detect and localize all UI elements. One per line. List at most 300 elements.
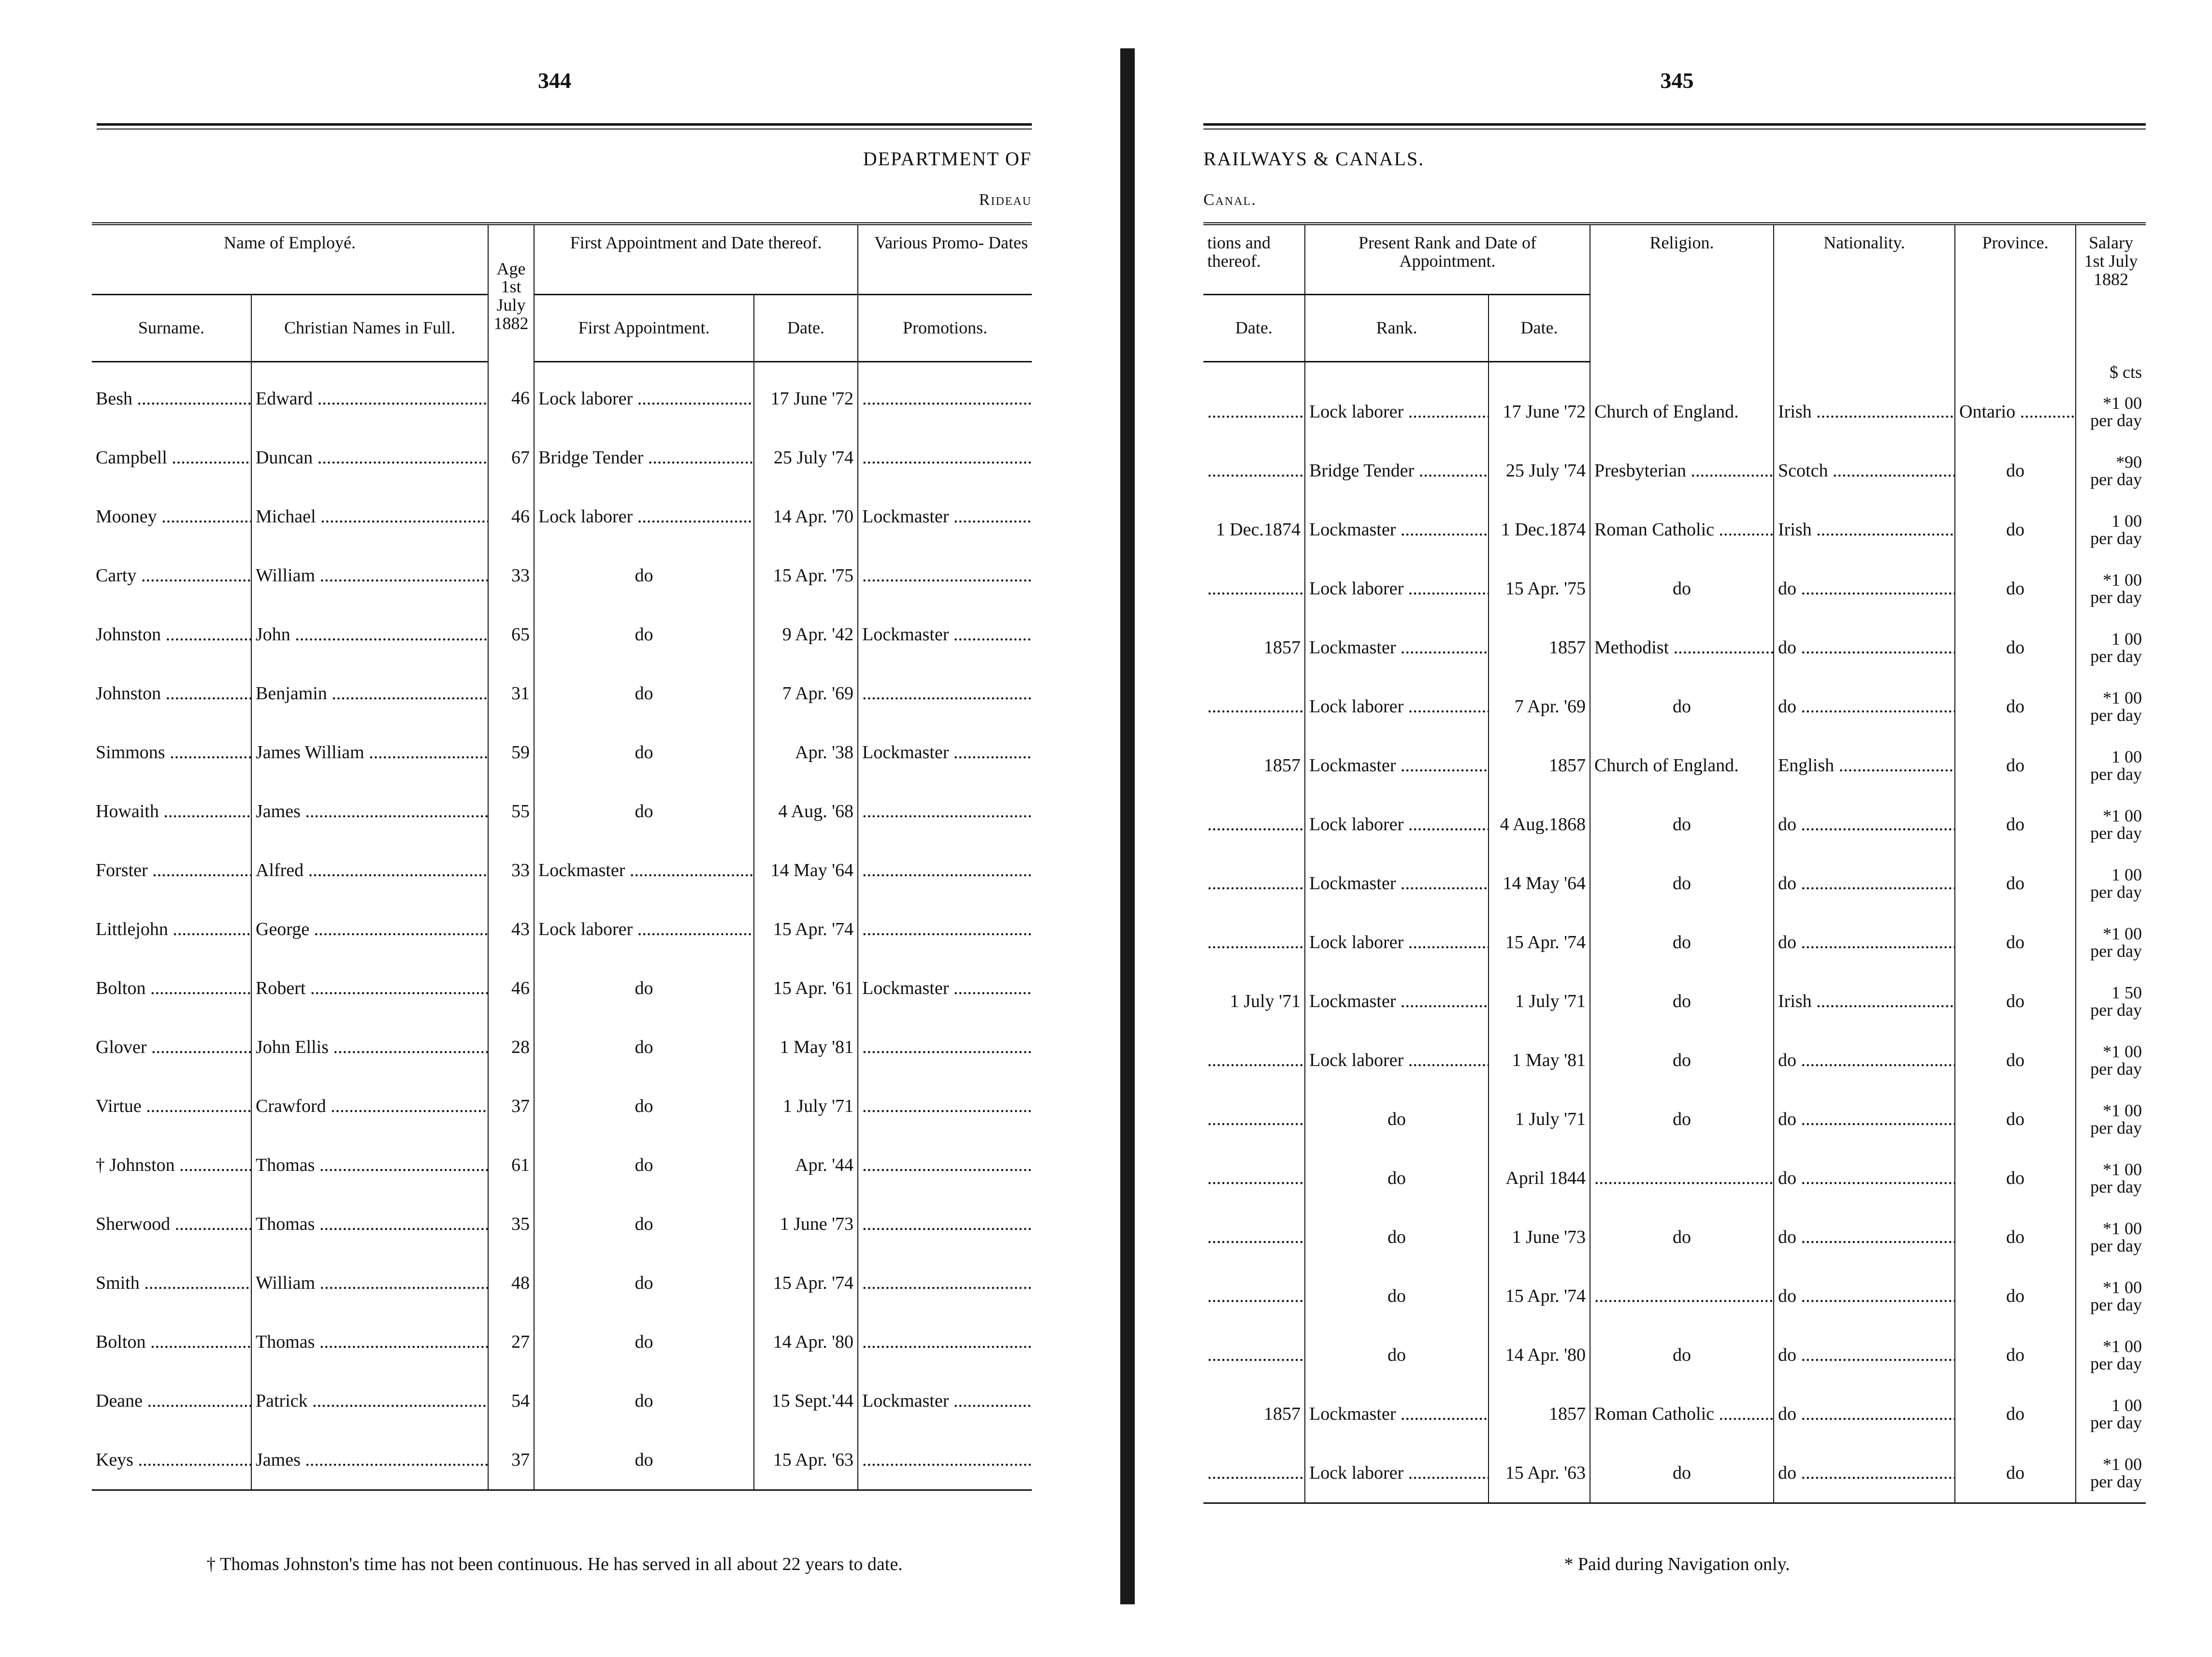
- christian-name-cell-text: Thomas .....: [256, 1214, 488, 1234]
- rank-date-cell-text: 1857: [1549, 1403, 1586, 1424]
- religion-cell-text: Church of England.: [1594, 755, 1739, 776]
- christian-name-cell: [251, 1430, 488, 1490]
- nationality-cell-text: do .....: [1778, 1168, 1955, 1188]
- rank-date-cell-text: 1857: [1549, 755, 1586, 776]
- first-appointment-cell-text: do: [635, 978, 653, 998]
- salary-amount: 1 00: [2111, 1395, 2142, 1415]
- rank-date-cell: [1489, 559, 1590, 618]
- table-row: [92, 605, 1032, 664]
- first-appointment-cell: [534, 723, 754, 782]
- table-row: [1203, 854, 2146, 913]
- province-cell: [1955, 972, 2076, 1031]
- promotion-cell: [858, 605, 1032, 664]
- salary-cell: [2076, 913, 2146, 972]
- header-rule-left: [97, 123, 1032, 130]
- rank-date-cell-text: 15 Apr. '75: [1505, 578, 1586, 599]
- rank-date-cell: [1489, 1149, 1590, 1208]
- surname-cell: [92, 428, 251, 487]
- book-gutter: [1120, 48, 1135, 1604]
- salary-cell: [2076, 972, 2146, 1031]
- surname-cell-text: Littlejohn .....: [96, 919, 251, 939]
- religion-cell: [1590, 1090, 1774, 1149]
- age-cell-text: 65: [511, 624, 530, 645]
- rank-cell: [1305, 500, 1489, 559]
- province-cell: [1955, 854, 2076, 913]
- nationality-cell: [1774, 441, 1955, 500]
- promotion-date-cell-text: 1 July '71: [1229, 991, 1301, 1011]
- salary-period: per day: [2090, 1118, 2142, 1138]
- rank-cell-text: Lock laborer .....: [1309, 578, 1489, 599]
- subdivision-heading-cont: Canal.: [1203, 191, 1257, 209]
- rank-cell: [1305, 1267, 1489, 1326]
- table-row: [92, 1195, 1032, 1254]
- province-cell-text: do: [2006, 991, 2025, 1011]
- promotion-cell: [858, 664, 1032, 723]
- units-spacer-cell: [1955, 362, 2076, 382]
- table-row: [92, 900, 1032, 959]
- christian-name-cell: [251, 487, 488, 546]
- salary-cell: [2076, 1326, 2146, 1384]
- promotion-cell: [858, 1195, 1032, 1254]
- rank-cell: [1305, 854, 1489, 913]
- nationality-cell-text: Irish .....: [1778, 991, 1955, 1011]
- salary-period: per day: [2090, 410, 2142, 430]
- salary-cell: [2076, 736, 2146, 795]
- rank-date-cell-text: 1 May '81: [1512, 1050, 1586, 1070]
- nationality-cell-text: do .....: [1778, 696, 1955, 717]
- rank-date-cell: [1489, 1384, 1590, 1443]
- first-appointment-cell-text: do: [635, 1214, 653, 1234]
- appointment-date-cell-text: 9 Apr. '42: [782, 624, 854, 645]
- promotion-cell: [858, 1371, 1032, 1430]
- salary-amount: *1 00: [2103, 1454, 2142, 1474]
- surname-cell-text: Virtue .....: [96, 1096, 251, 1116]
- first-appointment-cell-text: do: [635, 1450, 653, 1470]
- salary-amount: 1 00: [2111, 865, 2142, 884]
- first-appointment-cell-text: do: [635, 1332, 653, 1352]
- salary-period: per day: [2090, 1412, 2142, 1432]
- promotion-cell: [858, 1136, 1032, 1195]
- salary-amount: 1 00: [2111, 629, 2142, 648]
- promotion-date-cell: [1203, 1149, 1305, 1208]
- age-cell-text: 48: [511, 1273, 530, 1293]
- appointment-date-cell-text: 4 Aug. '68: [778, 801, 854, 821]
- christian-name-cell: [251, 605, 488, 664]
- promotions-cont-header: tions and thereof.: [1203, 224, 1305, 295]
- salary-period: per day: [2090, 587, 2142, 607]
- religion-cell-text: Church of England.: [1594, 401, 1739, 422]
- table-row: [1203, 1326, 2146, 1384]
- rank-cell: [1305, 1326, 1489, 1384]
- appointment-date-cell: [754, 1136, 858, 1195]
- salary-amount: *1 00: [2103, 688, 2142, 707]
- surname-cell-text: Carty .....: [96, 565, 251, 586]
- surname-cell-text: Besh .....: [96, 389, 251, 409]
- age-cell-text: 67: [511, 447, 530, 468]
- appointment-date-cell: [754, 362, 858, 429]
- page-number-right: 345: [1660, 68, 1694, 93]
- province-cell-text: do: [2006, 873, 2025, 893]
- surname-header: Surname.: [92, 295, 251, 362]
- employee-table-right: [1203, 222, 2146, 1504]
- appointment-date-cell-text: Apr. '38: [795, 742, 854, 763]
- christian-name-cell-text: Michael .....: [256, 506, 488, 527]
- surname-cell: [92, 782, 251, 841]
- religion-cell: [1590, 677, 1774, 736]
- nationality-cell: [1774, 677, 1955, 736]
- age-cell: [488, 1254, 534, 1312]
- table-row: [1203, 972, 2146, 1031]
- salary-unit-label: $ cts: [2076, 362, 2146, 382]
- table-row: [92, 1254, 1032, 1312]
- christian-name-cell: [251, 362, 488, 429]
- age-cell: [488, 1430, 534, 1490]
- province-cell: [1955, 736, 2076, 795]
- first-appointment-cell: [534, 1371, 754, 1430]
- christian-name-cell-text: James .....: [256, 801, 488, 821]
- age-cell: [488, 664, 534, 723]
- salary-cell: [2076, 1149, 2146, 1208]
- surname-cell: [92, 1312, 251, 1371]
- rank-date-cell: [1489, 441, 1590, 500]
- christian-name-cell-text: William .....: [256, 1273, 488, 1293]
- promotion-cell: [858, 487, 1032, 546]
- table-row: [1203, 913, 2146, 972]
- appointment-date-cell: [754, 605, 858, 664]
- salary-period: per day: [2090, 646, 2142, 666]
- rank-cell-text: do: [1388, 1285, 1406, 1306]
- appointment-date-cell-text: 15 Apr. '75: [773, 565, 854, 586]
- christian-name-cell: [251, 664, 488, 723]
- nationality-cell: [1774, 1031, 1955, 1090]
- province-cell: [1955, 1443, 2076, 1503]
- table-row: [92, 428, 1032, 487]
- surname-cell: [92, 1018, 251, 1077]
- appointment-date-cell-text: 1 July '71: [782, 1096, 854, 1116]
- appointment-date-cell-text: 7 Apr. '69: [782, 683, 854, 704]
- nationality-cell-text: Irish .....: [1778, 402, 1955, 422]
- rank-cell-text: Lockmaster .....: [1309, 991, 1489, 1011]
- salary-cell: [2076, 1031, 2146, 1090]
- rank-date-cell-text: 14 May '64: [1503, 873, 1586, 893]
- salary-cell: [2076, 677, 2146, 736]
- first-appointment-cell-text: Bridge Tender .....: [538, 447, 754, 468]
- christian-name-cell: [251, 782, 488, 841]
- first-appointment-cell: [534, 605, 754, 664]
- religion-cell: [1590, 1384, 1774, 1443]
- table-row: [1203, 559, 2146, 618]
- promotion-cell: [858, 959, 1032, 1018]
- age-cell-text: 27: [511, 1332, 530, 1352]
- salary-cell: [2076, 1267, 2146, 1326]
- surname-cell: [92, 1077, 251, 1136]
- rank-date-cell: [1489, 795, 1590, 854]
- nationality-cell: [1774, 1267, 1955, 1326]
- religion-cell-text: do: [1673, 873, 1692, 893]
- province-cell-text: do: [2006, 814, 2025, 835]
- rank-cell: [1305, 1090, 1489, 1149]
- age-cell: [488, 841, 534, 900]
- salary-amount: 1 50: [2111, 982, 2142, 1002]
- first-appointment-cell: [534, 1136, 754, 1195]
- rank-date-cell: [1489, 382, 1590, 441]
- salary-cell: [2076, 559, 2146, 618]
- christian-name-cell: [251, 900, 488, 959]
- religion-cell-text: do: [1673, 814, 1692, 835]
- first-appointment-cell: [534, 546, 754, 605]
- salary-amount: *1 00: [2103, 1041, 2142, 1061]
- promotion-date-cell: [1203, 382, 1305, 441]
- religion-cell-text: Roman Catholic .....: [1594, 519, 1774, 540]
- table-row: [1203, 1384, 2146, 1443]
- rank-date-cell: [1489, 913, 1590, 972]
- nationality-cell: [1774, 382, 1955, 441]
- province-cell-text: do: [2006, 1109, 2025, 1129]
- table-row: [92, 362, 1032, 429]
- surname-cell-text: Bolton .....: [96, 978, 251, 998]
- appointment-date-cell: [754, 1254, 858, 1312]
- promotion-date-cell: [1203, 1326, 1305, 1384]
- religion-cell-text: do: [1673, 1050, 1692, 1070]
- christian-name-cell-text: Thomas .....: [256, 1155, 488, 1175]
- table-row: [1203, 618, 2146, 677]
- rank-date-cell-text: 1 Dec.1874: [1501, 519, 1586, 540]
- nationality-cell: [1774, 1384, 1955, 1443]
- first-appointment-cell: [534, 1077, 754, 1136]
- age-cell-text: 46: [511, 388, 530, 409]
- rank-cell-text: Lockmaster .....: [1309, 637, 1489, 658]
- province-cell-text: do: [2006, 460, 2025, 481]
- rank-date-cell: [1489, 1326, 1590, 1384]
- province-cell-text: Ontario .....: [1959, 402, 2076, 422]
- province-cell-text: do: [2006, 1285, 2025, 1306]
- promotion-date-cell: [1203, 913, 1305, 972]
- salary-amount: *1 00: [2103, 393, 2142, 413]
- age-cell: [488, 362, 534, 429]
- religion-cell: [1590, 1443, 1774, 1503]
- first-appointment-cell-text: Lockmaster .....: [538, 860, 754, 880]
- religion-cell: [1590, 972, 1774, 1031]
- promotion-cell: [858, 841, 1032, 900]
- promotion-date-cell: [1203, 441, 1305, 500]
- table-row: [92, 1430, 1032, 1490]
- promotion-cell-text: Lockmaster .....: [862, 1391, 1032, 1411]
- appointment-date-cell: [754, 487, 858, 546]
- surname-cell: [92, 723, 251, 782]
- rank-cell: [1305, 1031, 1489, 1090]
- religion-cell-text: do: [1673, 578, 1692, 599]
- first-appointment-cell-text: do: [635, 1155, 653, 1175]
- rank-date-cell-text: 7 Apr. '69: [1514, 696, 1586, 717]
- christian-name-cell: [251, 1254, 488, 1312]
- christian-name-cell-text: Benjamin .....: [256, 683, 488, 704]
- province-cell: [1955, 1031, 2076, 1090]
- religion-cell-text: do: [1673, 1226, 1692, 1247]
- rank-date-cell-text: 1857: [1549, 637, 1586, 658]
- nationality-cell-text: do .....: [1778, 637, 1955, 658]
- province-cell-text: do: [2006, 1050, 2025, 1070]
- age-cell: [488, 1077, 534, 1136]
- units-spacer-cell: [1203, 362, 1305, 382]
- rank-cell: [1305, 559, 1489, 618]
- surname-cell-text: Smith .....: [96, 1273, 251, 1293]
- rank-date-cell-text: 15 Apr. '74: [1505, 1285, 1586, 1306]
- promotion-date-cell: [1203, 559, 1305, 618]
- salary-period: per day: [2090, 882, 2142, 902]
- table-row: [92, 841, 1032, 900]
- province-cell: [1955, 913, 2076, 972]
- province-cell: [1955, 1384, 2076, 1443]
- age-cell-text: 37: [511, 1096, 530, 1116]
- promotion-date-cell: [1203, 972, 1305, 1031]
- table-row: [92, 546, 1032, 605]
- surname-cell: [92, 664, 251, 723]
- table-row: [1203, 441, 2146, 500]
- province-cell: [1955, 677, 2076, 736]
- salary-amount: *1 00: [2103, 806, 2142, 825]
- age-cell-text: 54: [511, 1391, 530, 1411]
- surname-cell: [92, 487, 251, 546]
- surname-cell: [92, 605, 251, 664]
- rank-cell-text: Bridge Tender .....: [1309, 461, 1489, 481]
- surname-cell-text: Howaith .....: [96, 801, 251, 821]
- age-cell: [488, 1195, 534, 1254]
- rank-cell: [1305, 972, 1489, 1031]
- salary-cell: [2076, 1090, 2146, 1149]
- age-cell-text: 46: [511, 978, 530, 998]
- salary-cell: [2076, 382, 2146, 441]
- rank-cell-text: Lock laborer .....: [1309, 402, 1489, 422]
- nationality-cell-text: do .....: [1778, 873, 1955, 893]
- age-cell-text: 35: [511, 1214, 530, 1234]
- promotion-cell: [858, 723, 1032, 782]
- age-cell-text: 61: [511, 1155, 530, 1175]
- promotion-date-header: Date.: [1203, 295, 1305, 362]
- surname-cell-text: Campbell .....: [96, 447, 251, 468]
- rank-date-cell: [1489, 1208, 1590, 1267]
- promotion-date-cell: [1203, 677, 1305, 736]
- promotion-cell: [858, 1077, 1032, 1136]
- nationality-cell-text: do .....: [1778, 1404, 1955, 1424]
- religion-cell: [1590, 559, 1774, 618]
- left-page: [77, 0, 1032, 1657]
- surname-cell: [92, 546, 251, 605]
- christian-name-cell-text: James William .....: [256, 742, 488, 763]
- table-row: [1203, 500, 2146, 559]
- salary-period: per day: [2090, 941, 2142, 961]
- age-cell: [488, 782, 534, 841]
- first-appointment-cell-text: do: [635, 1037, 653, 1057]
- rank-cell-text: Lockmaster .....: [1309, 873, 1489, 893]
- salary-period: per day: [2090, 469, 2142, 489]
- rank-date-cell: [1489, 854, 1590, 913]
- appointment-date-cell-text: 1 June '73: [780, 1214, 854, 1234]
- christian-name-cell: [251, 428, 488, 487]
- salary-amount: *1 00: [2103, 1218, 2142, 1238]
- salary-amount: *1 00: [2103, 1336, 2142, 1356]
- rank-date-cell-text: 25 July '74: [1505, 460, 1586, 481]
- first-appointment-cell-text: Lock laborer .....: [538, 506, 754, 527]
- table-row: [92, 1312, 1032, 1371]
- christian-name-cell: [251, 1077, 488, 1136]
- age-cell: [488, 605, 534, 664]
- age-cell: [488, 487, 534, 546]
- salary-cell: [2076, 618, 2146, 677]
- surname-cell: [92, 362, 251, 429]
- province-cell: [1955, 618, 2076, 677]
- salary-period: per day: [2090, 528, 2142, 548]
- nationality-cell-text: do .....: [1778, 814, 1955, 835]
- province-cell: [1955, 1326, 2076, 1384]
- province-cell: [1955, 441, 2076, 500]
- age-cell-text: 55: [511, 801, 530, 821]
- province-cell-text: do: [2006, 696, 2025, 717]
- religion-cell: [1590, 795, 1774, 854]
- promotion-cell: [858, 900, 1032, 959]
- promotion-date-cell-text: 1 Dec.1874: [1215, 519, 1301, 540]
- table-row: [92, 782, 1032, 841]
- surname-cell-text: † Johnston .....: [96, 1155, 251, 1175]
- age-cell: [488, 1136, 534, 1195]
- religion-cell-text: do: [1673, 1462, 1692, 1483]
- christian-name-cell-text: Alfred .....: [256, 860, 488, 880]
- appointment-date-cell: [754, 1077, 858, 1136]
- rank-date-cell-text: 1 July '71: [1515, 991, 1586, 1011]
- province-cell: [1955, 559, 2076, 618]
- first-appointment-cell: [534, 1195, 754, 1254]
- christian-name-cell: [251, 1195, 488, 1254]
- age-cell-text: 33: [511, 565, 530, 586]
- first-appointment-cell-text: do: [635, 565, 653, 586]
- rank-cell-text: Lock laborer .....: [1309, 1050, 1489, 1070]
- appointment-date-cell: [754, 723, 858, 782]
- rank-date-cell-text: 15 Apr. '63: [1505, 1462, 1586, 1483]
- rank-cell: [1305, 736, 1489, 795]
- promotion-cell-text: Lockmaster .....: [862, 742, 1032, 763]
- first-appointment-cell: [534, 362, 754, 429]
- province-cell: [1955, 1208, 2076, 1267]
- first-appointment-header: First Appointment.: [534, 295, 754, 362]
- religion-cell: [1590, 913, 1774, 972]
- religion-cell: [1590, 736, 1774, 795]
- appointment-date-cell: [754, 1371, 858, 1430]
- first-appointment-cell-text: Lock laborer .....: [538, 919, 754, 939]
- appointment-date-cell-text: 25 July '74: [773, 447, 854, 468]
- rank-cell-text: do: [1388, 1226, 1406, 1247]
- province-header: Province.: [1955, 224, 2076, 362]
- rank-cell: [1305, 677, 1489, 736]
- present-rank-group-header: Present Rank and Date of Appointment.: [1305, 224, 1590, 295]
- rank-cell-text: do: [1388, 1167, 1406, 1188]
- age-cell: [488, 1018, 534, 1077]
- surname-cell: [92, 841, 251, 900]
- promotion-date-cell: [1203, 854, 1305, 913]
- religion-cell-text: Presbyterian .....: [1594, 461, 1774, 481]
- age-cell-text: 28: [511, 1037, 530, 1057]
- nationality-cell-text: do .....: [1778, 1227, 1955, 1247]
- department-heading: DEPARTMENT OF: [863, 148, 1032, 170]
- first-appointment-cell: [534, 428, 754, 487]
- promotion-date-cell: [1203, 618, 1305, 677]
- age-cell: [488, 546, 534, 605]
- surname-cell-text: Keys .....: [96, 1450, 251, 1470]
- religion-cell-text: Roman Catholic .....: [1594, 1404, 1774, 1424]
- religion-cell-text: do: [1673, 1109, 1692, 1129]
- salary-period: per day: [2090, 1059, 2142, 1079]
- rank-date-cell-text: 14 Apr. '80: [1505, 1344, 1586, 1365]
- table-row: [1203, 382, 2146, 441]
- rank-date-cell: [1489, 677, 1590, 736]
